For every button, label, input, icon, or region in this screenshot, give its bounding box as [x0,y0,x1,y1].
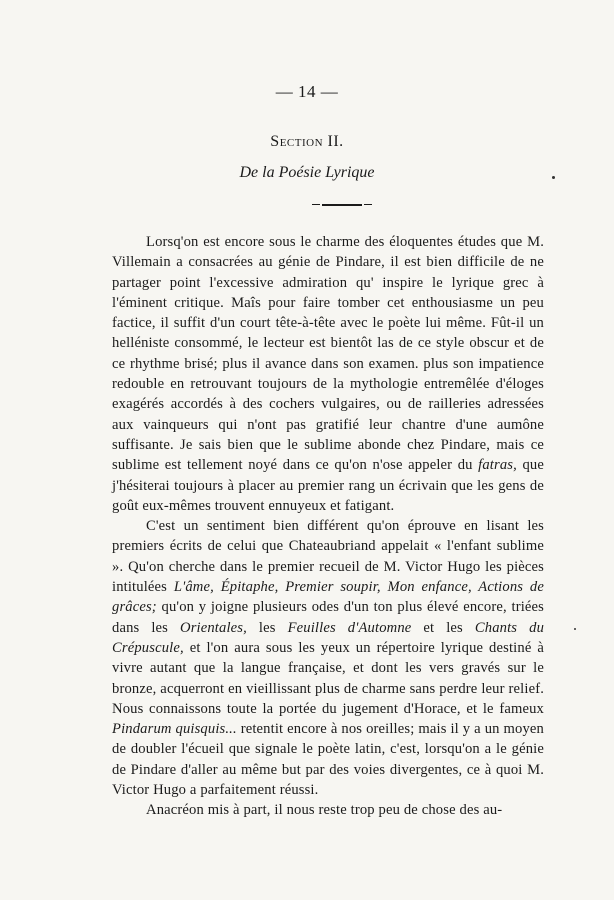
ink-speck [574,628,576,630]
ink-speck [552,176,555,179]
paragraph-text: Anacréon mis à part, il nous reste trop peu de chose des au- [146,802,503,819]
body-text [112,232,544,821]
paragraph-text: et l'on aura sous les yeux un répertoire lyrique destiné à vivre autant que la langue française, et dont les vers gravés sur le bronze, acquerront en vieillissant plus de charme sans perdre leur relief. Nous connaissons toute la portée du jugement d'Horace, et le fameux [112,639,544,717]
section-subtitle: De la Poésie Lyrique [239,164,375,181]
paragraph-text: les [246,619,288,636]
paragraph [112,232,544,516]
italic-text: Feuilles d'Automne [287,619,412,636]
paragraph-text: retentit encore à nos oreilles; mais il y a un moyen de doubler l'écueil que signale le poète latin, c'est, lorsqu'on a le génie de Pindare d'aller au même but par des voies divergentes, ce à quoi M. Victor Hugo a parfaitement réussi. [112,721,545,799]
italic-text: fatras, [478,457,517,474]
paragraph-text: C'est un sentiment bien différent qu'on éprouve en lisant les premiers écrits de celui que Chateaubriand appelait « l'enfant sublime ». Qu'on cherche dans le premier recueil de M. Victor Hugo les pièces intitulées [112,518,544,596]
paragraph [112,800,544,820]
page-number: — 14 — [275,82,339,101]
section-title: Section II. [270,133,344,150]
italic-text: L'âme, Épitaphe, Premier soupir, Mon enfance, Actions de grâces; [112,579,544,616]
ornamental-rule [322,204,362,206]
italic-text: Orientales, [180,619,247,636]
italic-text: Pindarum quisquis... [112,721,237,738]
paragraph-text: que j'hésiterai toujours à placer au premier rang un écrivain que les gens de goût eux-mêmes trouvent ennuyeux et fatigant. [112,457,544,514]
paragraph [112,516,544,800]
paragraph-text: qu'on y joigne plusieurs odes d'un ton plus élevé encore, triées dans les [112,599,544,636]
paragraph-text: Lorsq'on est encore sous le charme des éloquentes études que M. Villemain a consacrées au génie de Pindare, il est bien difficile de ne partager point l'excessive admiration qu' inspire le lyrique grec à l'éminent critique. Maîs pour faire tomber cet enthousiasme un peu factice, il suffit d'un court tête-à-tête avec le poète lui même. Fût-il un helléniste consommé, le lecteur est bientôt las de ce style obscur et de ce rhythme brisé; plus il avance dans son examen. plus son impatience redouble en retrouvant toujours de la mythologie entremêlée d'éloges exagérés accordés à des cochers vulgaires, ou de railleries adressées aux vainqueurs qui n'ont pas gratifié leur chantre d'une aumône suffisante. Je sais bien que le sublime abonde chez Pindare, mais ce sublime est tellement noyé dans ce qu'on n'ose appeler du [112,234,544,474]
italic-text: Chants du Crépuscule, [112,619,545,656]
paragraph-text: et les [411,619,475,636]
